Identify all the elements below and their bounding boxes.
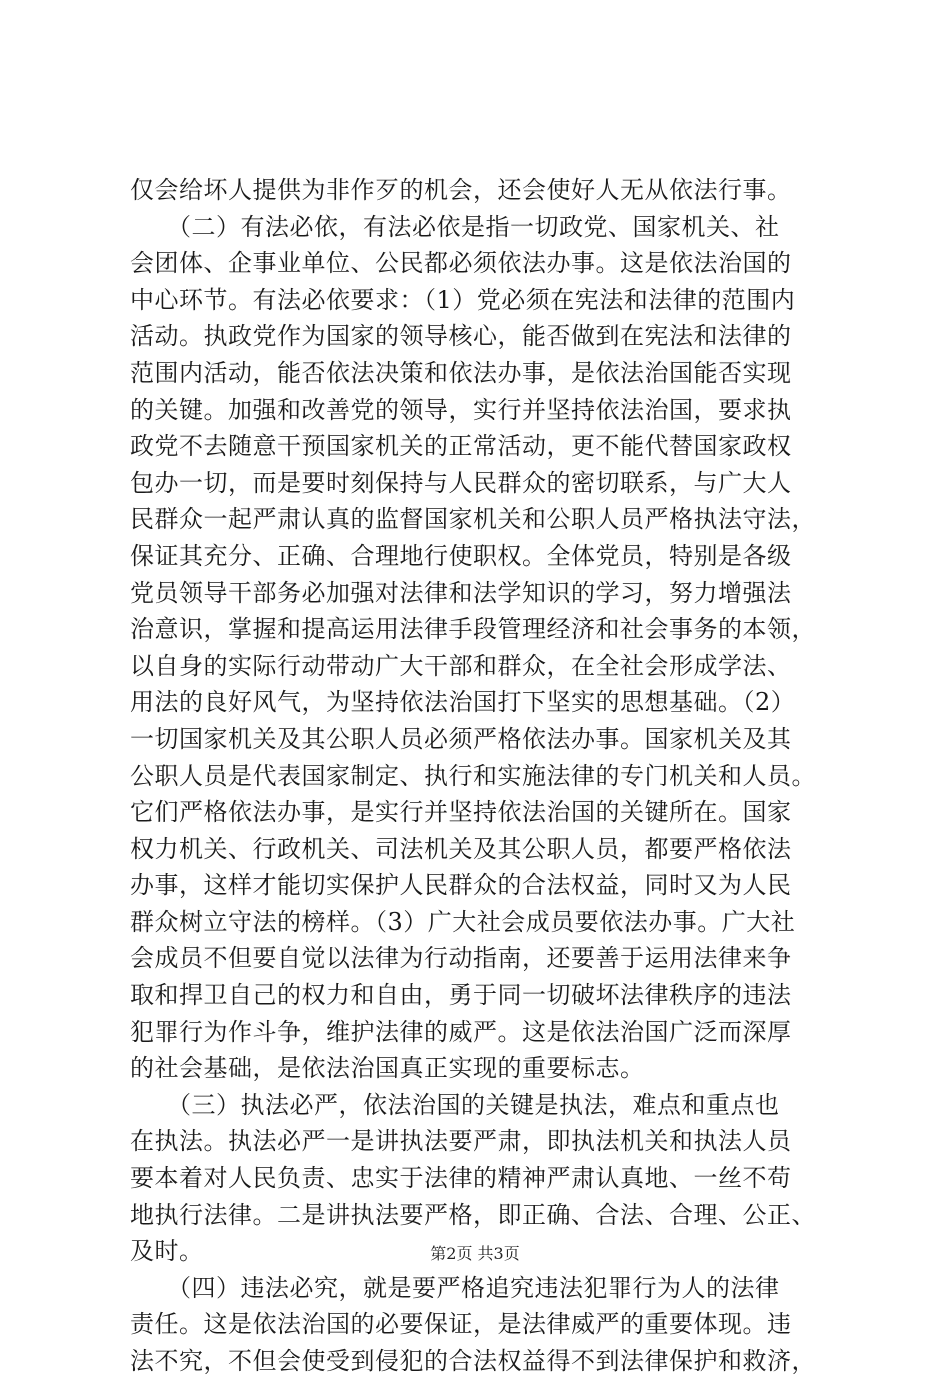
text-line: 要本着对人民负责、忠实于法律的精神严肃认真地、一丝不苟 bbox=[130, 1164, 792, 1193]
text-line: 法不究，不但会使受到侵犯的合法权益得不到法律保护和救济， bbox=[130, 1347, 816, 1375]
text-line: 取和捍卫自己的权力和自由，勇于同一切破坏法律秩序的违法 bbox=[130, 981, 792, 1010]
text-line: （三）执法必严，依法治国的关键是执法，难点和重点也 bbox=[130, 1090, 780, 1119]
text-line: 党员领导干部务必加强对法律和法学知识的学习，努力增强法 bbox=[130, 578, 792, 607]
text-line: 的社会基础，是依法治国真正实现的重要标志。 bbox=[130, 1054, 645, 1083]
page-number-footer: 第2页 共3页 bbox=[430, 1244, 520, 1263]
text-line: 会成员不但要自觉以法律为行动指南，还要善于运用法律来争 bbox=[130, 944, 792, 973]
text-line: 保证其充分、正确、合理地行使职权。全体党员，特别是各级 bbox=[130, 541, 792, 570]
body-text bbox=[130, 172, 830, 1380]
text-line: 在执法。执法必严一是讲执法要严肃，即执法机关和执法人员 bbox=[130, 1127, 792, 1156]
text-line: 活动。执政党作为国家的领导核心，能否做到在宪法和法律的 bbox=[130, 322, 792, 351]
text-line: 办事，这样才能切实保护人民群众的合法权益，同时又为人民 bbox=[130, 871, 792, 900]
text-line: 群众树立守法的榜样。（3）广大社会成员要依法办事。广大社 bbox=[130, 907, 796, 936]
text-line: 包办一切，而是要时刻保持与人民群众的密切联系，与广大人 bbox=[130, 468, 792, 497]
text-line: 的关键。加强和改善党的领导，实行并坚持依法治国，要求执 bbox=[130, 395, 792, 424]
text-line: 以自身的实际行动带动广大干部和群众，在全社会形成学法、 bbox=[130, 651, 792, 680]
text-line: 一切国家机关及其公职人员必须严格依法办事。国家机关及其 bbox=[130, 724, 792, 753]
text-line: 它们严格依法办事，是实行并坚持依法治国的关键所在。国家 bbox=[130, 798, 792, 827]
text-line: 仅会给坏人提供为非作歹的机会，还会使好人无从依法行事。 bbox=[130, 176, 792, 204]
text-line: 责任。这是依法治国的必要保证，是法律威严的重要体现。违 bbox=[130, 1310, 792, 1339]
text-line: 及时。 bbox=[130, 1237, 204, 1266]
text-line: 犯罪行为作斗争，维护法律的威严。这是依法治国广泛而深厚 bbox=[130, 1017, 792, 1046]
text-line: 治意识，掌握和提高运用法律手段管理经济和社会事务的本领， bbox=[130, 615, 816, 644]
text-line: 范围内活动，能否依法决策和依法办事，是依法治国能否实现 bbox=[130, 358, 792, 387]
text-line: 会团体、企事业单位、公民都必须依法办事。这是依法治国的 bbox=[130, 249, 792, 278]
text-line: 权力机关、行政机关、司法机关及其公职人员，都要严格依法 bbox=[130, 834, 792, 863]
text-line: 地执行法律。二是讲执法要严格，即正确、合法、合理、公正、 bbox=[130, 1200, 816, 1229]
text-line: 中心环节。有法必依要求：（1）党必须在宪法和法律的范围内 bbox=[130, 285, 796, 314]
text-line: （二）有法必依，有法必依是指一切政党、国家机关、社 bbox=[130, 212, 780, 241]
text-line: （四）违法必究，就是要严格追究违法犯罪行为人的法律 bbox=[130, 1273, 780, 1302]
text-line: 政党不去随意干预国家机关的正常活动，更不能代替国家政权 bbox=[130, 432, 792, 461]
text-line: 民群众一起严肃认真的监督国家机关和公职人员严格执法守法， bbox=[130, 505, 816, 534]
text-line: 用法的良好风气，为坚持依法治国打下坚实的思想基础。（2） bbox=[130, 688, 796, 717]
text-line: 公职人员是代表国家制定、执行和实施法律的专门机关和人员。 bbox=[130, 761, 816, 790]
